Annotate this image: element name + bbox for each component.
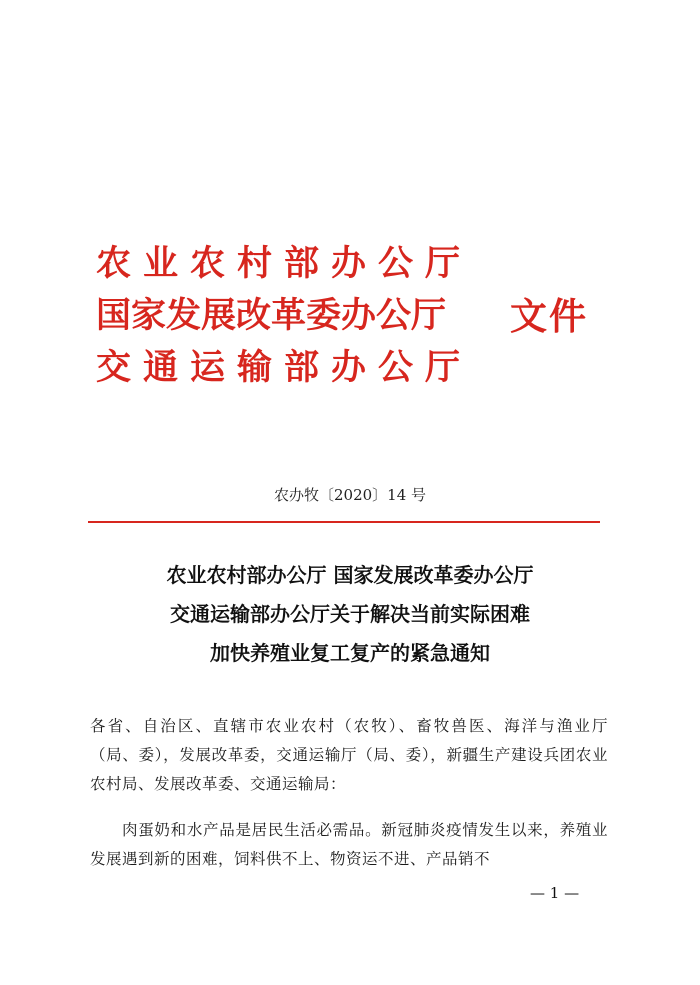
document-title xyxy=(0,565,700,682)
title-line-2: 交通运输部办公厅关于解决当前实际困难 xyxy=(170,602,530,626)
document-number: 农办牧〔2020〕14 号 xyxy=(273,486,427,504)
page-number: — 1 — xyxy=(530,884,580,902)
document-type-label: 文件 xyxy=(510,294,588,338)
red-divider-line xyxy=(88,521,600,523)
title-line-3: 加快养殖业复工复产的紧急通知 xyxy=(210,641,490,665)
issuer-mot-office: 交通运输部办公厅 xyxy=(96,347,473,388)
body-paragraph: 肉蛋奶和水产品是居民生活必需品。新冠肺炎疫情发生以来，养殖业发展遇到新的困难，饲料供不上、物资运不进、产品销不 xyxy=(90,821,608,868)
title-line-1: 农业农村部办公厅 国家发展改革委办公厅 xyxy=(166,563,534,587)
addressee-paragraph: 各省、自治区、直辖市农业农村（农牧）、畜牧兽医、海洋与渔业厅（局、委），发展改革委，交通运输厅（局、委），新疆生产建设兵团农业农村局、发展改革委、交通运输局： xyxy=(90,717,608,793)
issuer-ndrc-office: 国家发展改革委办公厅 xyxy=(96,295,447,336)
issuer-moa-office: 农业农村部办公厅 xyxy=(96,243,473,284)
issuing-authorities-header xyxy=(96,243,588,402)
